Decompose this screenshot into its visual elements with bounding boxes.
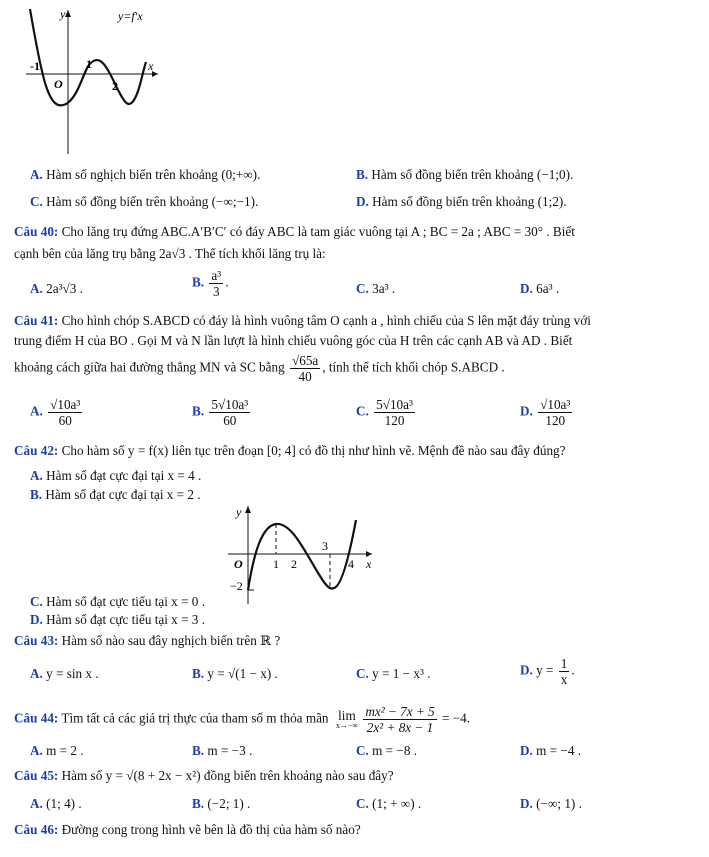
q42-option-c[interactable]: C. Hàm số đạt cực tiểu tại x = 0 . (30, 594, 205, 609)
q44-option-b[interactable]: B. m = −3 . (192, 743, 253, 758)
q40-stem-line2: cạnh bên của lăng trụ bằng 2a√3 . Thể tích khối lăng trụ là: (14, 246, 326, 261)
q41-option-a[interactable]: A. $\frac{\text{√10a³}}{60}$ (30, 397, 81, 429)
tick-1: 1 (273, 557, 279, 571)
q44-option-d[interactable]: D. m = −4 . (520, 743, 582, 758)
q39-option-d[interactable]: D. Hàm số đồng biến trên khoảng (1;2). (356, 194, 567, 209)
q43-stem: Câu 43: Hàm số nào sau đây nghịch biến trên ℝ ? (14, 633, 281, 648)
q44-option-a[interactable]: A. m = 2 . (30, 743, 84, 758)
q42-graph (226, 502, 376, 606)
limit-operator: lim x→−∞ (335, 708, 359, 731)
q46-stem: Câu 46: Đường cong trong hình vẽ bên là đồ thị của hàm số nào? (14, 822, 361, 837)
q40-stem-line1: Câu 40: Cho lăng trụ đứng ABC.A′B′C′ có đáy ABC là tam giác vuông tại A ; BC = 2a ; ABC = 30° . Biết (14, 224, 575, 239)
tick-3: 3 (322, 539, 328, 553)
derivative-graph (22, 4, 162, 164)
label-x: x (148, 59, 154, 73)
tick-2: 2 (291, 557, 297, 571)
q40-option-b[interactable]: B. $\frac{\text{a³}}{3}$ . (192, 268, 229, 300)
tick-2: 2 (112, 79, 118, 93)
label-function: y=f'x (118, 9, 143, 23)
q40-option-d[interactable]: D. 6a³ . (520, 281, 560, 296)
q39-option-c[interactable]: C. Hàm số đồng biến trên khoảng (−∞;−1). (30, 194, 259, 209)
q41-option-b[interactable]: B. $\frac{\text{5√10a³}}{60}$ (192, 397, 249, 429)
q44-option-c[interactable]: C. m = −8 . (356, 743, 418, 758)
tick-minus-1: -1 (30, 59, 40, 73)
q45-option-d[interactable]: D. (−∞; 1) . (520, 796, 582, 811)
q40-option-c[interactable]: C. 3a³ . (356, 281, 396, 296)
q44-stem: Câu 44: Tìm tất cả các giá trị thực của tham số m thỏa mãn lim x→−∞ $\frac{\text{mx² − 7x + 5}}{\text{2x² + 8x − 1}}$ = −4. (14, 704, 471, 736)
q39-option-a[interactable]: A. Hàm số nghịch biến trên khoảng (0;+∞). (30, 167, 261, 182)
tick-4: 4 (348, 557, 354, 571)
q40-option-a[interactable]: A. 2a³√3 . (30, 281, 83, 296)
q43-option-c[interactable]: C. y = 1 − x³ . (356, 666, 431, 681)
q43-option-a[interactable]: A. y = sin x . (30, 666, 99, 681)
tick-minus-2: −2 (230, 579, 243, 593)
tick-1: 1 (86, 57, 92, 71)
origin-label: O (234, 557, 243, 571)
q42-option-b[interactable]: B. Hàm số đạt cực đại tại x = 2 . (30, 487, 201, 502)
label-y: y (236, 505, 242, 519)
q43-option-b[interactable]: B. y = √(1 − x) . (192, 666, 278, 681)
q42-option-a[interactable]: A. Hàm số đạt cực đại tại x = 4 . (30, 468, 202, 483)
q42-option-d[interactable]: D. Hàm số đạt cực tiểu tại x = 3 . (30, 612, 205, 627)
q45-option-a[interactable]: A. (1; 4) . (30, 796, 82, 811)
q43-option-d[interactable]: D. y = $\frac{1}{x}$ . (520, 656, 575, 688)
q41-stem-line1: Câu 41: Cho hình chóp S.ABCD có đáy là hình vuông tâm O cạnh a , hình chiếu của S lên mặt đáy trùng với (14, 313, 591, 328)
function-curve (248, 520, 356, 590)
q41-stem-line3: khoảng cách giữa hai đường thẳng MN và SC bằng $\frac{√65a}{40}$ , tính thể tích khối chóp S.ABCD . (14, 353, 505, 385)
q41-option-c[interactable]: C. $\frac{\text{5√10a³}}{120}$ (356, 397, 413, 429)
q45-stem: Câu 45: Hàm số y = √(8 + 2x − x²) đồng biến trên khoảng nào sau đây? (14, 768, 394, 783)
label-x: x (366, 557, 372, 571)
q41-option-d[interactable]: D. $\frac{\text{√10a³}}{120}$ (520, 397, 571, 429)
q45-option-c[interactable]: C. (1; + ∞) . (356, 796, 422, 811)
q39-option-b[interactable]: B. Hàm số đồng biến trên khoảng (−1;0). (356, 167, 574, 182)
q42-stem: Câu 42: Cho hàm số y = f(x) liên tục trên đoạn [0; 4] có đồ thị như hình vẽ. Mệnh đề nào sau đây đúng? (14, 443, 566, 458)
q45-option-b[interactable]: B. (−2; 1) . (192, 796, 251, 811)
origin-label: O (54, 77, 63, 91)
label-y: y (60, 7, 66, 21)
q41-stem-line2: trung điểm H của BO . Gọi M và N lần lượt là hình chiếu vuông góc của H trên các cạnh AB và AD . Biết (14, 333, 573, 348)
